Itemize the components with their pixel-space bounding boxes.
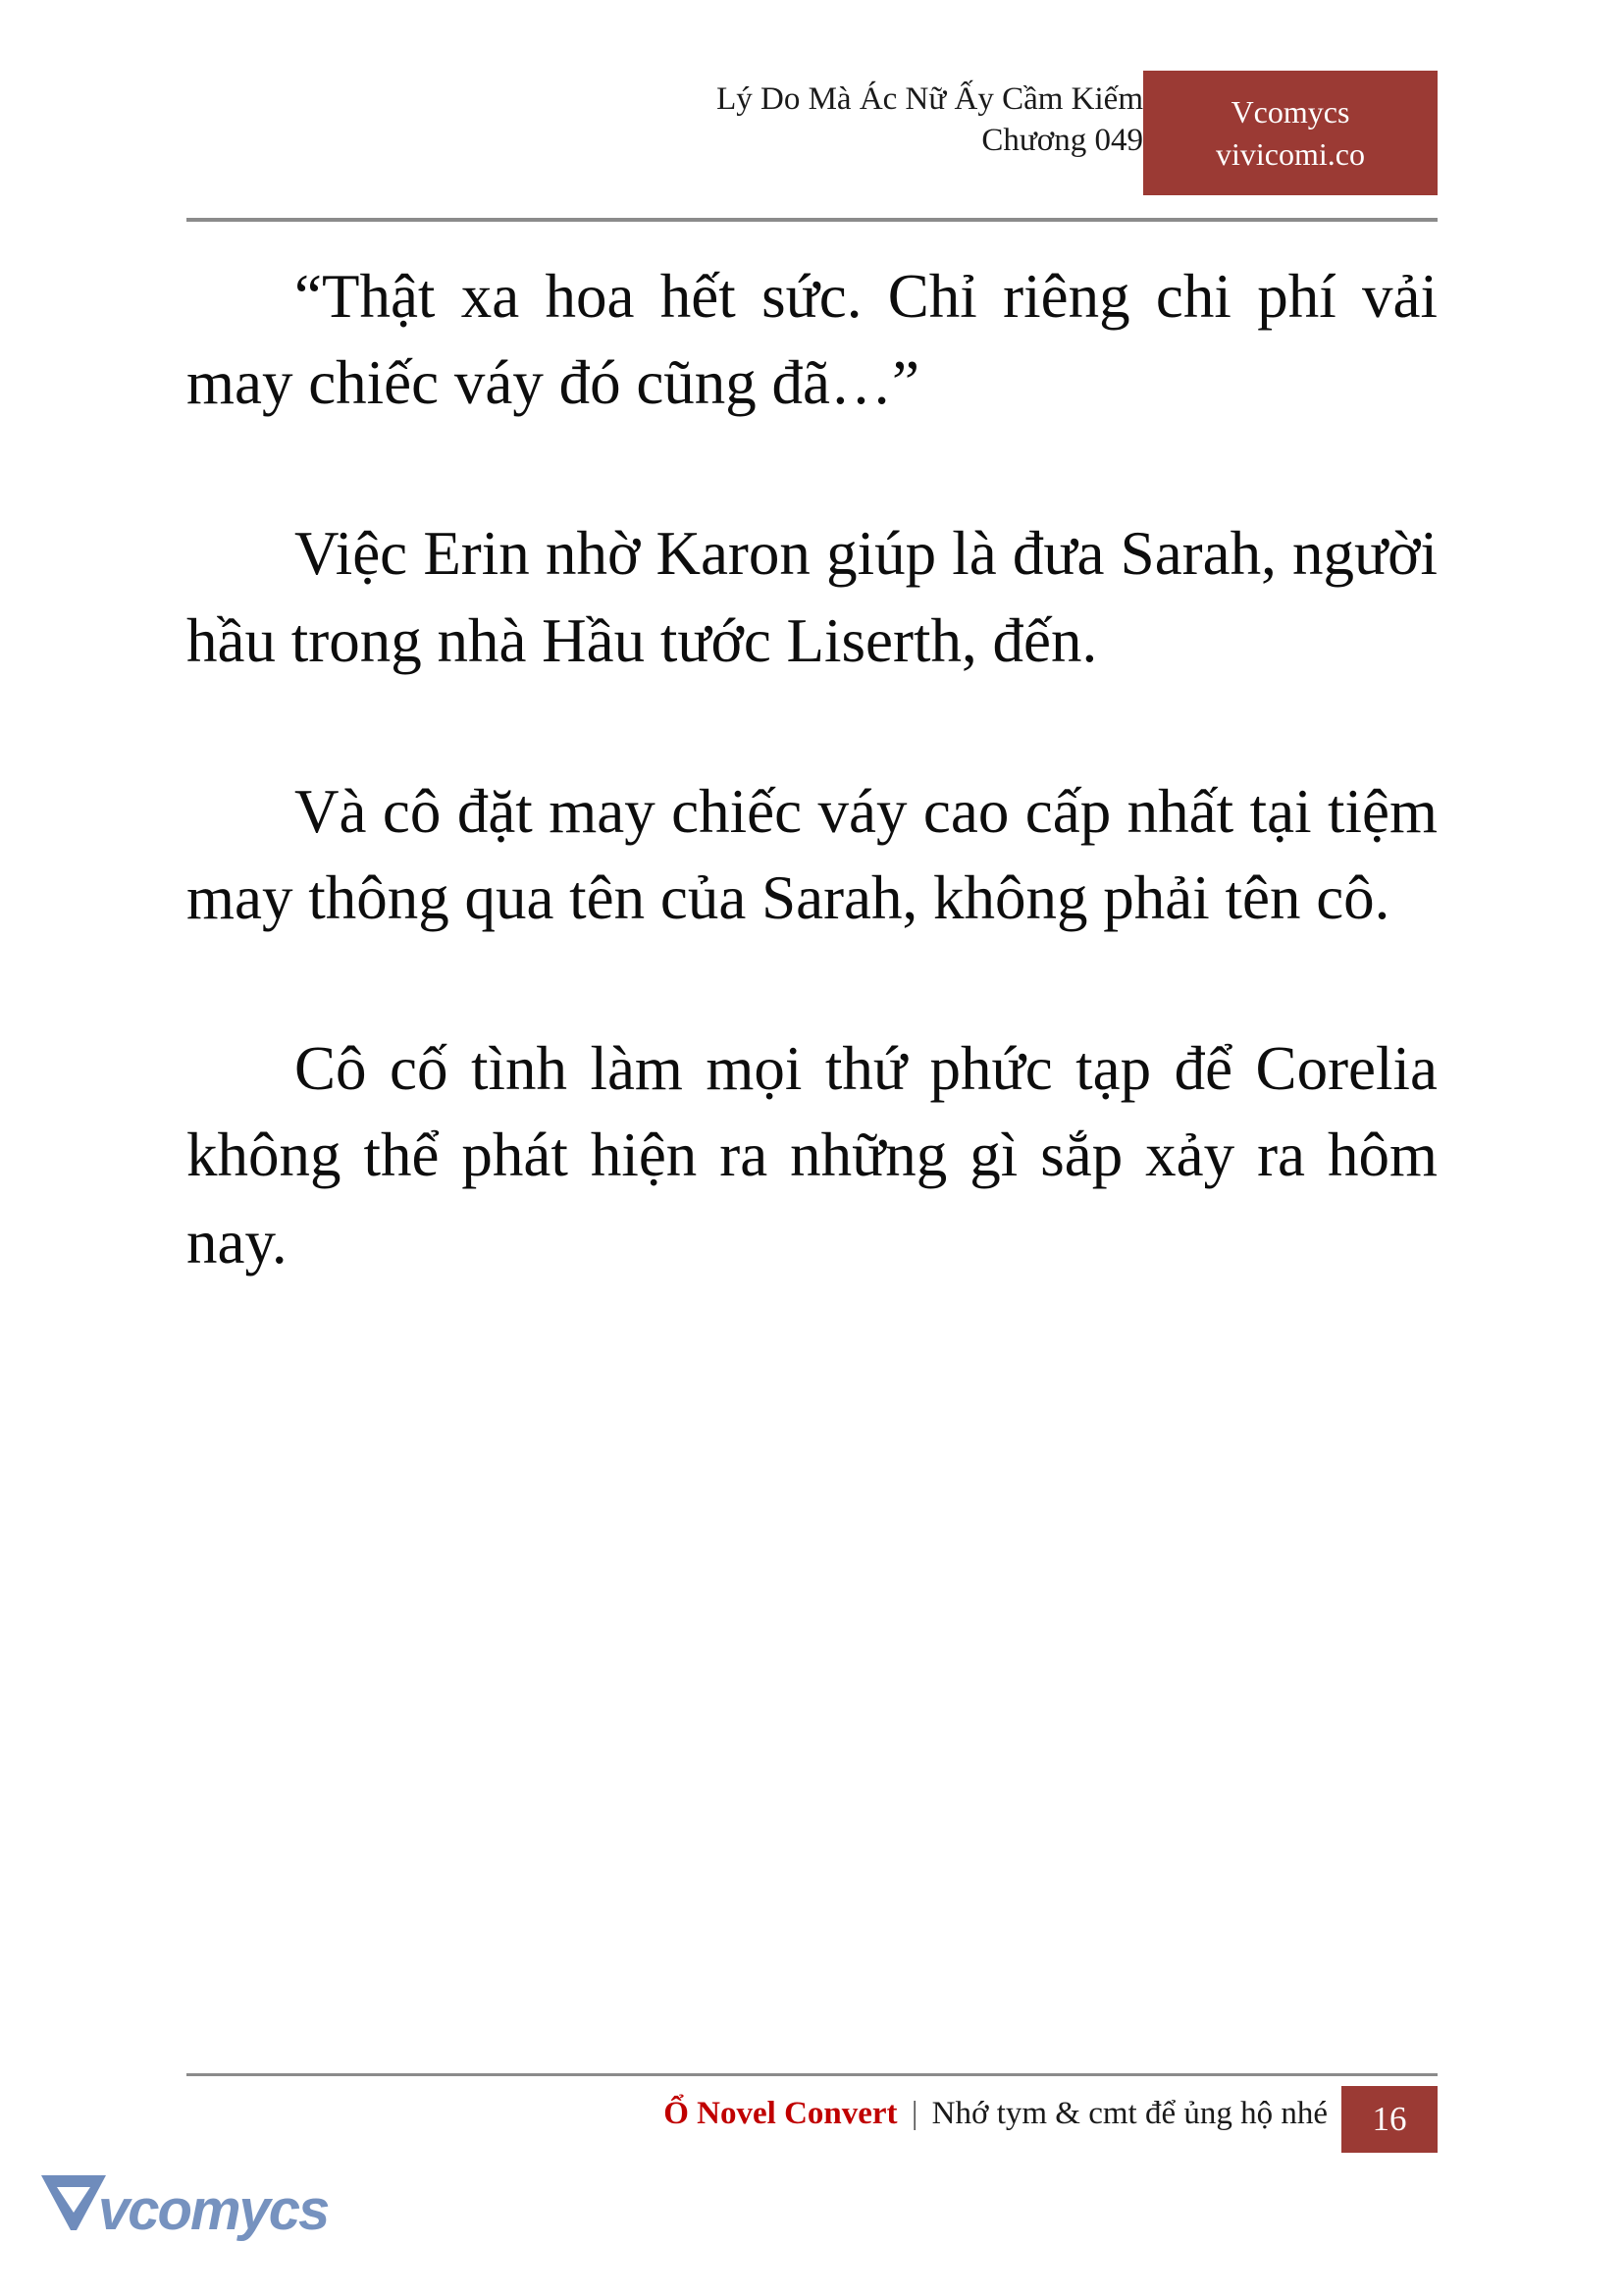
page-header (186, 78, 1438, 216)
header-title-block (716, 78, 1143, 161)
site-badge-name: Vcomycs (1231, 94, 1350, 130)
footer-note: Nhớ tym & cmt để ủng hộ nhé (931, 2096, 1328, 2131)
footer-separator: | (911, 2096, 918, 2131)
paragraph: Và cô đặt may chiếc váy cao cấp nhất tại tiệm may thông qua tên của Sarah, không phải tên cô. (186, 776, 1438, 932)
paragraph: Việc Erin nhờ Karon giúp là đưa Sarah, người hầu trong nhà Hầu tước Liserth, đến. (186, 519, 1438, 675)
page-footer (186, 2088, 1438, 2153)
page-content (186, 253, 1438, 1285)
site-badge-url: vivicomi.co (1216, 135, 1365, 172)
page-number: 16 (1341, 2086, 1438, 2153)
footer-divider (186, 2073, 1438, 2076)
watermark-label: vcomycs (98, 2178, 329, 2242)
paragraph: “Thật xa hoa hết sức. Chỉ riêng chi phí vải may chiếc váy đó cũng đã…” (186, 262, 1438, 418)
footer-brand: Ổ Novel Convert (663, 2096, 898, 2131)
site-badge (1143, 71, 1438, 195)
watermark-logo (37, 2152, 329, 2269)
footer-credit (663, 2096, 1328, 2132)
paragraph: Cô cố tình làm mọi thứ phức tạp để Corelia không thể phát hiện ra những gì sắp xảy ra hôm nay. (186, 1034, 1438, 1277)
header-divider (186, 218, 1438, 222)
book-title: Lý Do Mà Ác Nữ Ấy Cầm Kiếm (716, 81, 1143, 117)
chapter-label: Chương 049 (981, 123, 1143, 159)
